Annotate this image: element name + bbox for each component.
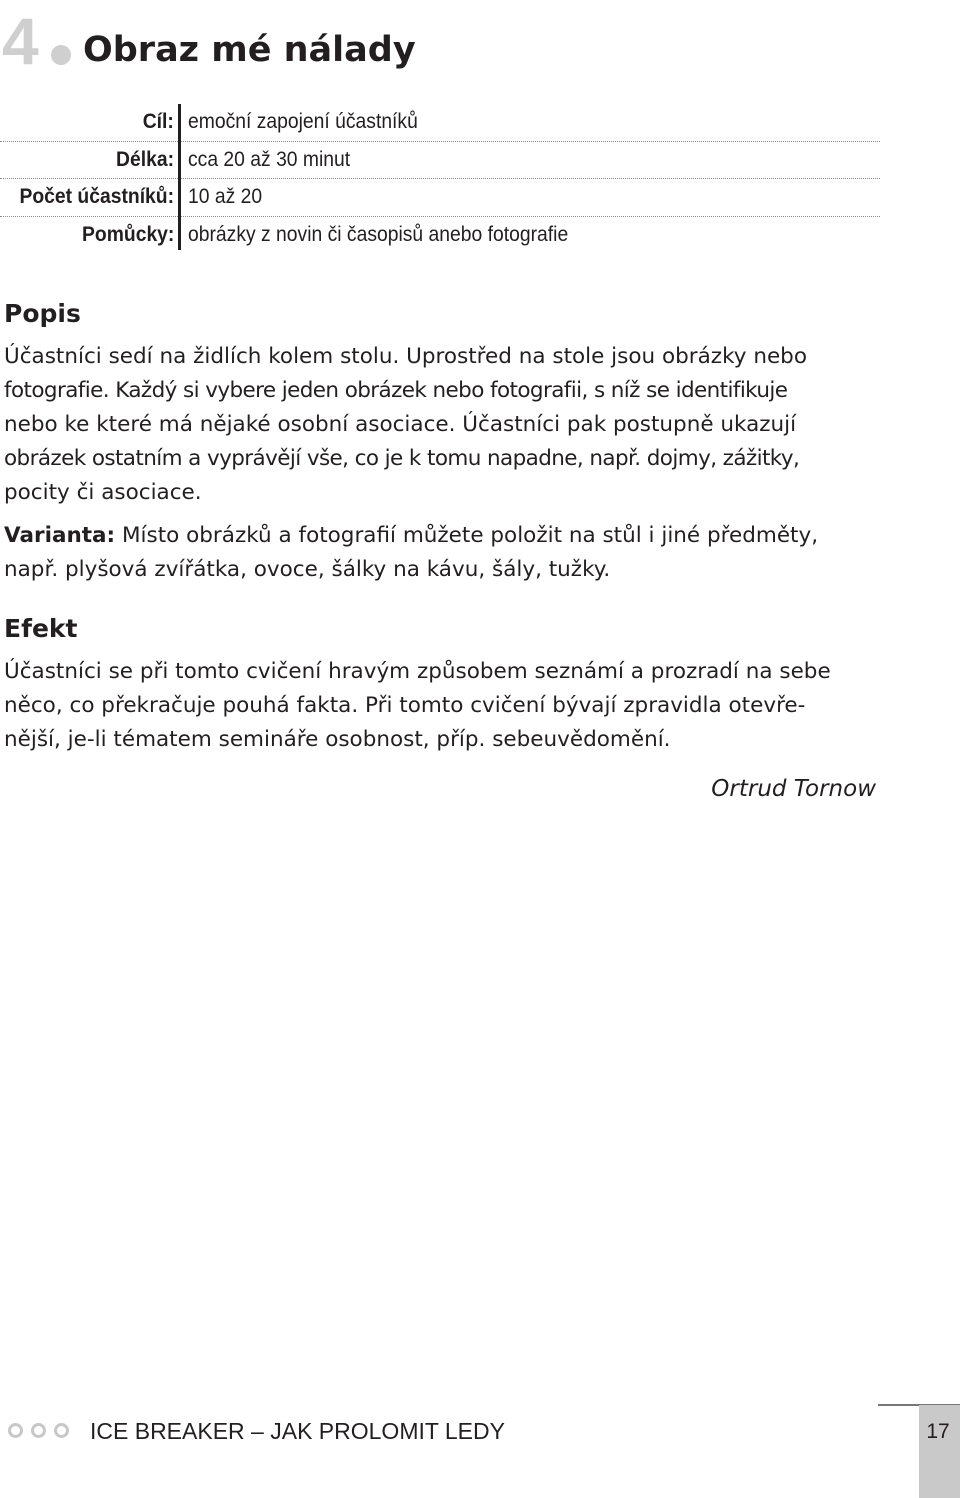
page-number: 17: [926, 1420, 950, 1443]
chapter-title: Obraz mé nálady: [83, 30, 416, 70]
text-line: nější, je-li tématem semináře osobnost, příp. sebeuvědomění.: [4, 727, 671, 752]
text-line: např. plyšová zvířátka, ovoce, šálky na kávu, šály, tužky.: [4, 557, 611, 582]
info-row-goal: [0, 104, 880, 142]
info-label: Cíl:: [142, 110, 174, 133]
efekt-paragraph: [4, 655, 880, 757]
activity-info-table: [0, 104, 880, 253]
circle-icon: [54, 1423, 69, 1438]
text-line: fotografie. Každý si vybere jeden obrázek nebo fotografii, s níž se identifikuje: [4, 378, 788, 403]
variant-paragraph: [4, 519, 880, 587]
text-line: Účastníci sedí na židlích kolem stolu. Uprostřed na stole jsou obrázky nebo: [4, 344, 807, 369]
text-line: [4, 519, 880, 553]
text-line: něco, co překračuje pouhá fakta. Při tomto cvičení bývají zpravidla otevře-: [4, 693, 806, 718]
info-label: Délka:: [116, 147, 174, 171]
circle-icon: [31, 1423, 46, 1438]
info-value: cca 20 až 30 minut: [188, 147, 351, 171]
author-signature: Ortrud Tornow: [711, 776, 876, 802]
text-line: pocity či asociace.: [4, 480, 202, 505]
section-heading-popis: Popis: [4, 299, 81, 328]
circle-icon: [8, 1423, 23, 1438]
info-value: obrázky z novin či časopisů anebo fotografie: [188, 222, 569, 246]
info-divider: [178, 104, 181, 250]
variant-text: Místo obrázků a fotografií můžete položit na stůl i jiné předměty,: [115, 523, 819, 548]
info-row-participants: [0, 179, 880, 217]
info-row-duration: [0, 142, 880, 180]
variant-label: Varianta:: [4, 523, 116, 548]
info-label: Pomůcky:: [81, 222, 174, 246]
chapter-header: [0, 6, 960, 86]
chapter-dot-icon: [51, 45, 71, 65]
info-value: emoční zapojení účastníků: [188, 110, 418, 133]
section-heading-efekt: Efekt: [4, 614, 78, 643]
info-label: Počet účastníků:: [19, 185, 174, 208]
text-line: obrázek ostatním a vyprávějí vše, co je k tomu napadne, např. dojmy, zážitky,: [4, 446, 800, 471]
text-line: nebo ke které má nějaké osobní asociace. Účastníci pak postupně ukazují: [4, 412, 797, 437]
page-footer: [0, 1400, 960, 1498]
info-row-materials: [0, 217, 880, 254]
chapter-number: 4: [2, 4, 37, 78]
popis-paragraph: [4, 340, 880, 510]
text-line: Účastníci se při tomto cvičení hravým způsobem seznámí a prozradí na sebe: [4, 659, 831, 684]
book-title: ICE BREAKER – JAK PROLOMIT LEDY: [90, 1418, 505, 1444]
info-value: 10 až 20: [188, 185, 263, 208]
